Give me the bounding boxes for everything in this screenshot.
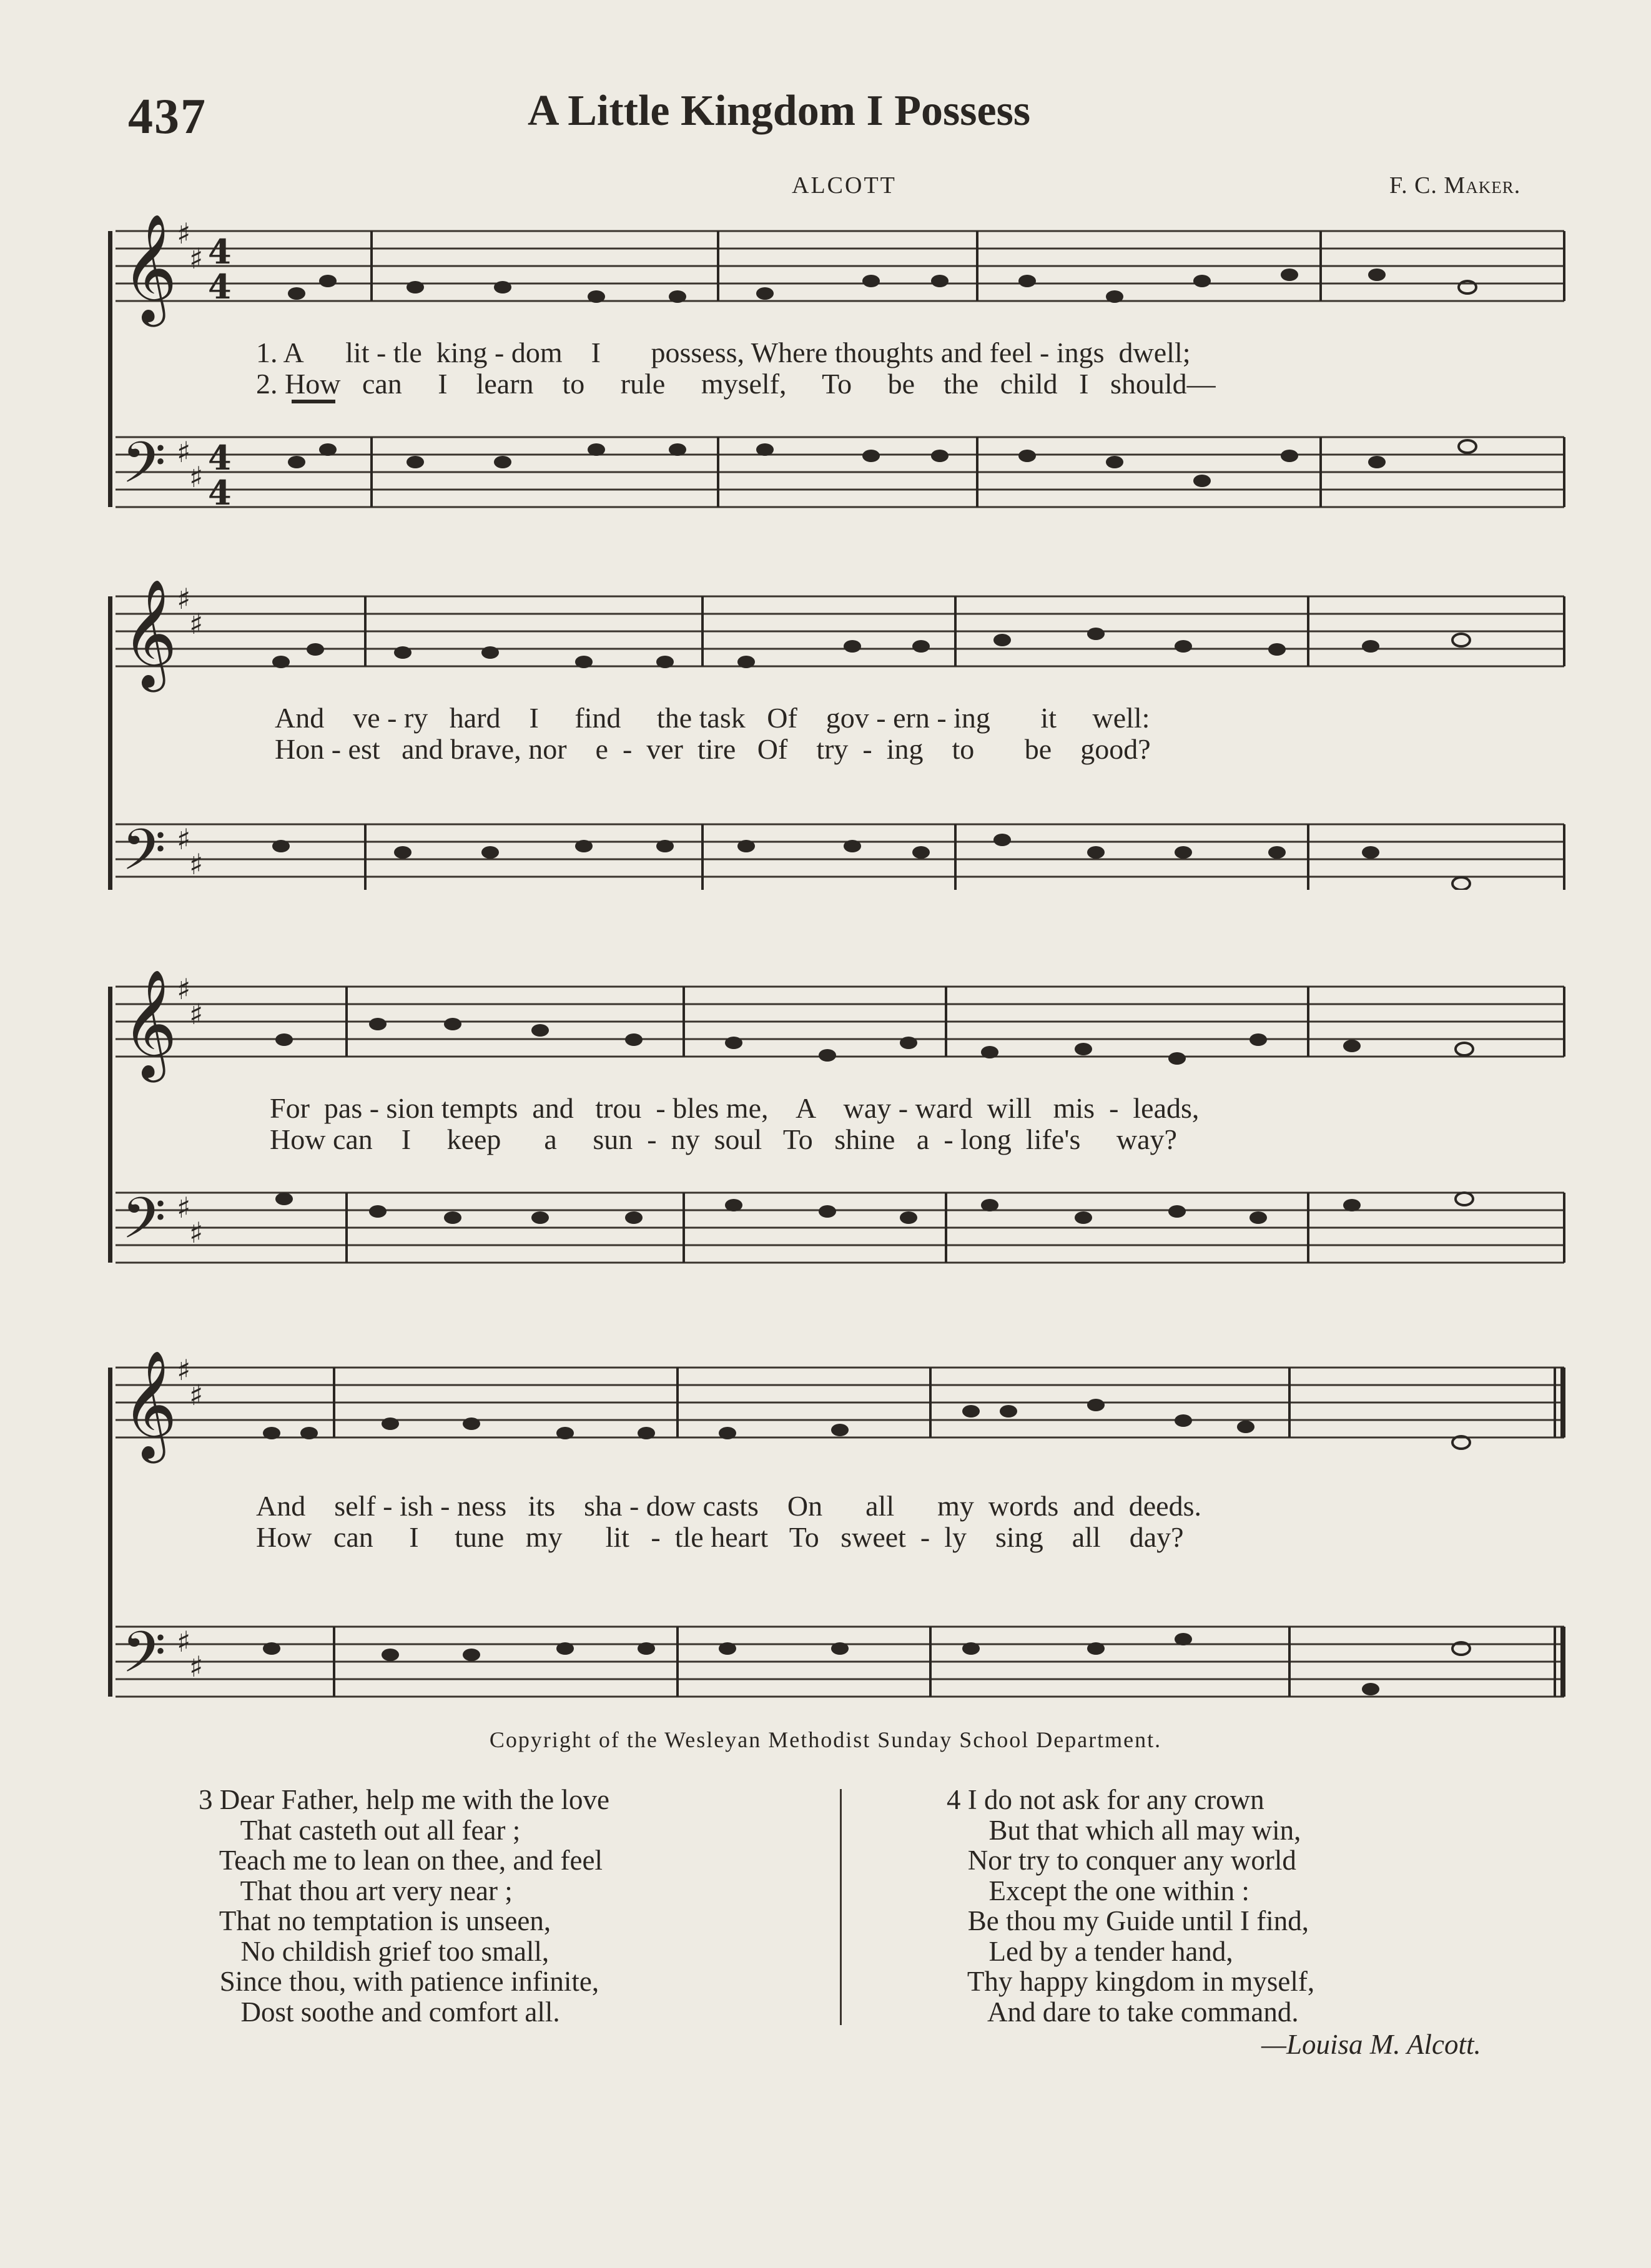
verse-line: Dost soothe and comfort all. [199,1996,560,2028]
svg-text:♯: ♯ [189,1216,204,1250]
verse-4 [947,1785,1314,2027]
svg-text:♯: ♯ [177,217,191,250]
svg-text:♯: ♯ [177,1191,191,1225]
verse-line: 4 I do not ask for any crown [947,1784,1264,1815]
copyright-notice: Copyright of the Wesleyan Methodist Sunday School Department. [489,1727,1162,1752]
verse-line: That thou art very near ; [199,1875,513,1906]
svg-text:4: 4 [208,267,232,307]
bass-staff [116,824,1564,890]
verse-line: Except the one within : [947,1875,1249,1906]
svg-text:♯: ♯ [177,435,191,469]
treble-staff [116,231,1564,301]
svg-text:4: 4 [208,438,232,478]
lyric-line: 1. A lit - tle king - dom I possess, Where thoughts and feel - ings dwell; [256,337,1191,368]
tune-name: ALCOTT [792,172,897,199]
lyric-line: And ve - ry hard I find the task Of gov - ern - ing it well: [275,702,1150,734]
svg-text:4: 4 [208,473,232,513]
svg-text:♯: ♯ [189,1378,204,1412]
treble-clef-icon: 𝄞 [122,1350,177,1459]
system-bracket [108,596,112,890]
verse-divider [840,1789,842,2025]
verse-line: Led by a tender hand, [947,1935,1233,1967]
verse-line: No childish grief too small, [199,1935,550,1967]
lyric-line: 2. How can I learn to rule myself, To be the child I should— [256,368,1216,400]
treble-clef-icon: 𝄞 [122,579,177,688]
svg-text:♯: ♯ [189,607,204,641]
treble-clef-icon: 𝄞 [122,969,177,1078]
bass-clef-icon: 𝄢 [122,430,166,510]
svg-text:4: 4 [208,232,232,272]
verse-line: Teach me to lean on thee, and feel [199,1845,603,1876]
verse-line: And dare to take command. [947,1996,1299,2028]
verse-line: Be thou my Guide until I find, [947,1905,1309,1936]
verse-line: That no temptation is unseen, [199,1905,551,1936]
svg-text:♯: ♯ [189,242,204,275]
svg-text:♯: ♯ [189,460,204,494]
author-credit: —Louisa M. Alcott. [1261,2029,1481,2060]
svg-text:♯: ♯ [189,847,204,881]
time-signature [208,232,232,513]
verse-line: Since thou, with patience infinite, [199,1966,599,1997]
treble-clef-icon: 𝄞 [122,214,177,322]
treble-staff [116,596,1564,666]
lyric-line: For pas - sion tempts and trou - bles me, A way - ward will mis - leads, [270,1092,1200,1124]
lyric-line: How can I tune my lit - tle heart To sweet - ly sing all day? [256,1521,1184,1553]
svg-text:♯: ♯ [177,1353,191,1387]
system-bracket [108,987,112,1263]
key-signature [177,972,203,1250]
svg-text:♯: ♯ [177,822,191,856]
lyric-line: How can I keep a sun - ny soul To shine a - long life's way? [270,1123,1177,1155]
svg-text:♯: ♯ [177,972,191,1006]
system-bracket [108,1368,112,1697]
lyric-line: Hon - est and brave, nor e - ver tire Of try - ing to be good? [275,733,1151,765]
verse-line: That casteth out all fear ; [199,1814,521,1846]
bass-clef-icon: 𝄢 [122,1185,166,1265]
hymn-title: A Little Kingdom I Possess [528,87,1031,135]
svg-text:♯: ♯ [177,1625,191,1659]
svg-text:♯: ♯ [189,1650,204,1684]
composer-credit: F. C. Maker. [1389,172,1521,199]
svg-text:♯: ♯ [177,582,191,616]
verse-line: But that which all may win, [947,1814,1301,1846]
system-bracket [108,231,112,507]
key-signature [177,217,203,494]
verse-line: 3 Dear Father, help me with the love [199,1784,609,1815]
verse-line: Thy happy kingdom in myself, [947,1966,1315,1997]
lyric-line: And self - ish - ness its sha - dow casts On all my words and deeds. [256,1490,1201,1522]
svg-text:♯: ♯ [189,997,204,1031]
bass-clef-icon: 𝄢 [122,817,166,890]
verse-3 [199,1785,609,2027]
bass-clef-icon: 𝄢 [122,1619,166,1699]
key-signature [177,582,203,881]
hymn-number: 437 [128,89,207,144]
verse-line: Nor try to conquer any world [947,1845,1296,1876]
